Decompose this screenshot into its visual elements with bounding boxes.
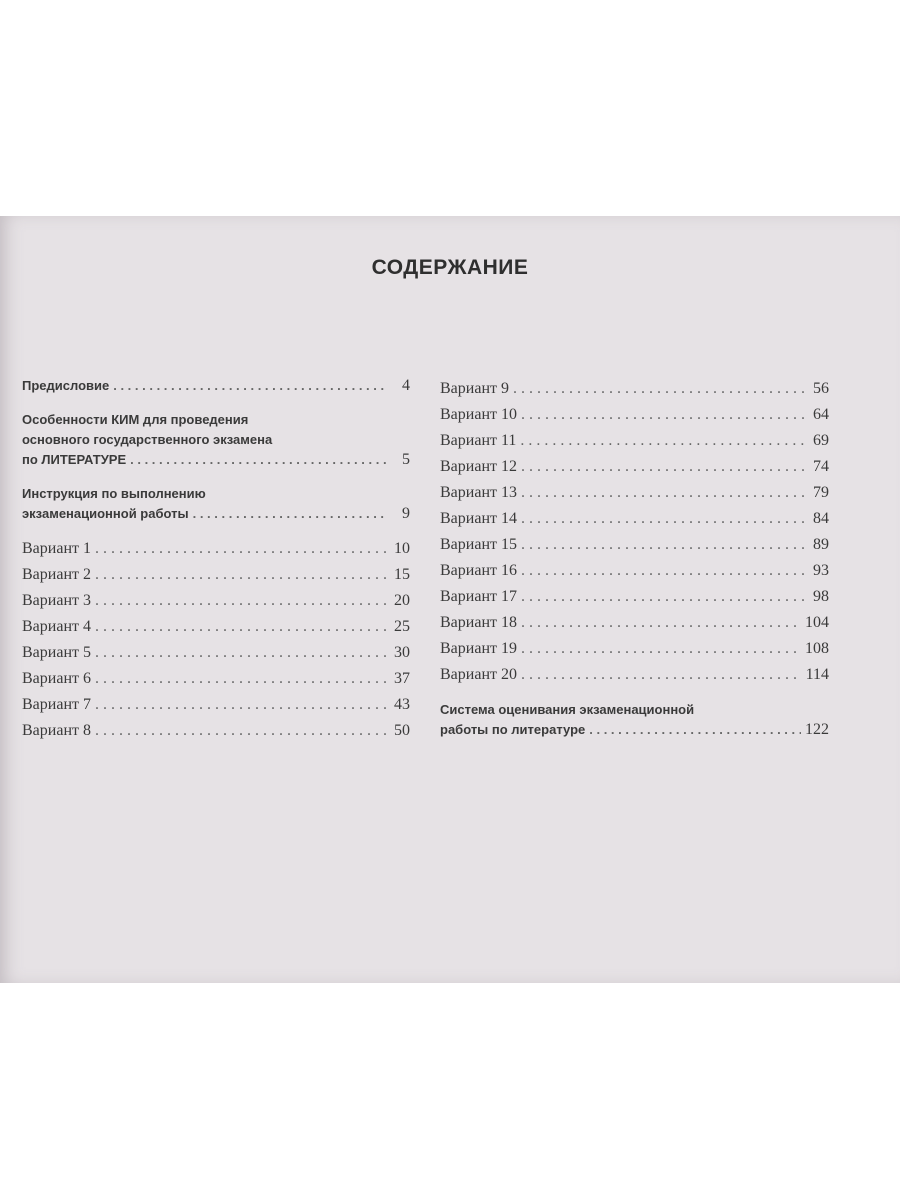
toc-entry-page: 43 [394,696,410,713]
toc-entry-page: 79 [813,484,829,501]
toc-entry-variant [440,532,829,558]
toc-entry-variant [22,562,410,588]
toc-entry-label: Вариант 20 [440,666,517,683]
toc-right-column [440,376,829,740]
dot-leader [521,610,801,636]
toc-entry-page: 69 [813,432,829,449]
toc-entry-instructions [22,484,410,524]
toc-entry-page: 122 [805,721,829,738]
dot-leader [520,428,805,454]
toc-entry-page: 50 [394,722,410,739]
toc-entry-page: 4 [402,377,410,394]
toc-entry-label: Вариант 17 [440,588,517,605]
page-title: СОДЕРЖАНИЕ [371,256,529,279]
dot-leader [521,558,805,584]
toc-entry-page: 114 [805,666,829,683]
toc-entry-variant [22,614,410,640]
dot-leader [95,614,386,640]
toc-entry-variant [440,584,829,610]
toc-entry-label: Вариант 12 [440,458,517,475]
toc-entry-variant [440,454,829,480]
dot-leader [95,588,386,614]
toc-entry-label: Вариант 19 [440,640,517,657]
toc-entry-label: Вариант 18 [440,614,517,631]
variant-list-left [22,536,410,744]
dot-leader [521,532,805,558]
toc-entry-page: 98 [813,588,829,605]
toc-entry-page: 25 [394,618,410,635]
dot-leader [95,536,386,562]
toc-entry-label: Вариант 1 [22,540,91,557]
toc-entry-page: 5 [402,451,410,468]
dot-leader [513,376,805,402]
toc-entry-label-line: работы по литературе [440,722,586,737]
toc-entry-grading [440,700,829,740]
toc-entry-label-line: по ЛИТЕРАТУРЕ [22,452,127,467]
toc-entry-page: 84 [813,510,829,527]
toc-entry-label: Вариант 7 [22,696,91,713]
toc-entry-label: Вариант 13 [440,484,517,501]
toc-entry-label-line: Особенности КИМ для проведения [22,412,249,427]
toc-entry-variant [440,558,829,584]
toc-entry-variant [22,666,410,692]
toc-entry-variant [440,480,829,506]
toc-entry-page: 104 [805,614,829,631]
toc-entry-variant [440,636,829,662]
toc-entry-variant [440,662,829,688]
dot-leader [95,666,386,692]
dot-leader [95,640,386,666]
dot-leader [589,720,801,740]
toc-entry-page: 56 [813,380,829,397]
dot-leader [521,506,805,532]
toc-entry-label-line: Инструкция по выполнению [22,486,206,501]
toc-entry-page: 15 [394,566,410,583]
toc-entry-label: Вариант 14 [440,510,517,527]
toc-entry-label: Вариант 6 [22,670,91,687]
dot-leader [95,692,386,718]
toc-entry-variant [440,506,829,532]
toc-entry-variant [440,376,829,402]
toc-entry-label: Вариант 5 [22,644,91,661]
toc-entry-variant [22,692,410,718]
toc-entry-variant [22,588,410,614]
toc-entry-label: Вариант 10 [440,406,517,423]
toc-left-column [22,376,410,744]
toc-entry-variant [22,718,410,744]
toc-entry-label: Вариант 2 [22,566,91,583]
dot-leader [521,662,802,688]
variant-list-right [440,376,829,688]
toc-entry-variant [440,428,829,454]
toc-entry-preface [22,376,410,396]
toc-entry-label: Вариант 11 [440,432,517,449]
toc-entry-label-line: экзаменационной работы [22,506,189,521]
toc-entry-variant [22,640,410,666]
toc-entry-page: 20 [394,592,410,609]
toc-entry-page: 9 [402,505,410,522]
toc-entry-label: Вариант 15 [440,536,517,553]
toc-entry-page: 10 [394,540,410,557]
toc-entry-label: Вариант 9 [440,380,509,397]
toc-entry-page: 93 [813,562,829,579]
toc-entry-page: 89 [813,536,829,553]
dot-leader [521,480,805,506]
dot-leader [521,402,805,428]
toc-entry-label-line: Система оценивания экзаменационной [440,702,695,717]
toc-entry-variant [22,536,410,562]
toc-entry-page: 64 [813,406,829,423]
dot-leader [193,504,386,524]
page-sheet [0,216,900,983]
toc-entry-page: 37 [394,670,410,687]
dot-leader [130,450,386,470]
toc-entry-label: Предисловие [22,378,110,393]
toc-entry-label: Вариант 4 [22,618,91,635]
toc-entry-label: Вариант 8 [22,722,91,739]
dot-leader [95,718,386,744]
dot-leader [521,454,805,480]
toc-entry-page: 74 [813,458,829,475]
toc-entry-variant [440,402,829,428]
toc-entry-label: Вариант 3 [22,592,91,609]
toc-entry-label-line: основного государственного экзамена [22,432,273,447]
toc-entry-label: Вариант 16 [440,562,517,579]
toc-entry-variant [440,610,829,636]
dot-leader [521,584,805,610]
dot-leader [113,376,386,396]
toc-entry-features [22,410,410,470]
dot-leader [521,636,801,662]
toc-entry-page: 108 [805,640,829,657]
toc-entry-page: 30 [394,644,410,661]
dot-leader [95,562,386,588]
